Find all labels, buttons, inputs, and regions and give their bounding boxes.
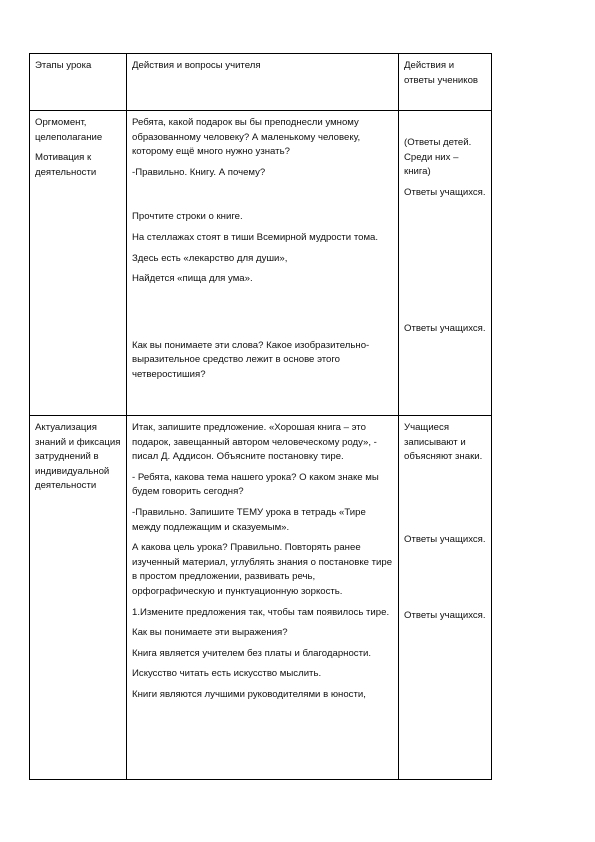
teacher-text: Прочтите строки о книге.	[132, 211, 243, 223]
teacher-cell	[127, 416, 399, 780]
lesson-plan-table	[29, 53, 492, 780]
teacher-text: Книги являются лучшими руководителями в юности,	[132, 688, 366, 700]
stage-cell	[30, 416, 127, 780]
teacher-text: Книга является учителем без платы и благодарности.	[132, 647, 372, 659]
stage-text: Актуализация знаний и фиксация затруднений в индивидуальной деятельности	[35, 422, 121, 492]
students-text: Ответы учащихся.	[404, 323, 486, 335]
teacher-text: Как вы понимаете эти выражения?	[132, 627, 288, 639]
header-stages	[30, 54, 127, 111]
teacher-text: На стеллажах стоят в тиши Всемирной мудрости тома.	[132, 231, 379, 243]
teacher-text: -Правильно. Книгу. А почему?	[132, 166, 266, 178]
students-text: Ответы учащихся.	[404, 186, 486, 198]
teacher-text: Искусство читать есть искусство мыслить.	[132, 668, 322, 680]
students-text: Учащиеся записывают и объясняют знаки.	[404, 422, 483, 463]
teacher-text: Как вы понимаете эти слова? Какое изобразительно-выразительное средство лежит в основе этого четверостишия?	[132, 339, 370, 380]
teacher-text: А какова цель урока? Правильно. Повторять ранее изученный материал, углублять знания о постановке тире в простом предложении, развивать речь, орфографическую и пунктуационную зоркость.	[132, 542, 393, 597]
teacher-text: - Ребята, какова тема нашего урока? О каком знаке мы будем говорить сегодня?	[132, 471, 379, 498]
table-header-row	[30, 54, 492, 111]
table-row	[30, 416, 492, 780]
teacher-text: Ребята, какой подарок вы бы преподнесли умному образованному человеку? А маленькому человеку, которому ещё много нужно узнать?	[132, 117, 361, 158]
teacher-text: Итак, запишите предложение. «Хорошая книга – это подарок, завещанный автором человеческому роду», - писал Д. Аддисон. Объясните постановку тире.	[132, 422, 377, 463]
teacher-text: Найдется «пища для ума».	[132, 273, 253, 285]
table-row	[30, 111, 492, 416]
students-text: Ответы учащихся.	[404, 610, 486, 622]
stage-text: Мотивация к деятельности	[35, 152, 97, 178]
teacher-text: 1.Измените предложения так, чтобы там появилось тире.	[132, 606, 390, 618]
students-cell	[399, 416, 492, 780]
students-cell	[399, 111, 492, 416]
teacher-text: -Правильно. Запишите ТЕМУ урока в тетрадь «Тире между подлежащим и сказуемым».	[132, 506, 366, 533]
teacher-text: Здесь есть «лекарство для души»,	[132, 252, 288, 264]
students-text: (Ответы детей. Среди них – книга)	[404, 137, 472, 178]
header-students-text: Действия и ответы учеников	[404, 60, 479, 86]
header-teacher	[127, 54, 399, 111]
students-text: Ответы учащихся.	[404, 533, 486, 545]
teacher-cell	[127, 111, 399, 416]
header-stages-text: Этапы урока	[35, 60, 92, 71]
header-students	[399, 54, 492, 111]
stage-cell	[30, 111, 127, 416]
header-teacher-text: Действия и вопросы учителя	[132, 60, 261, 71]
stage-text: Оргмомент, целеполагание	[35, 117, 103, 143]
